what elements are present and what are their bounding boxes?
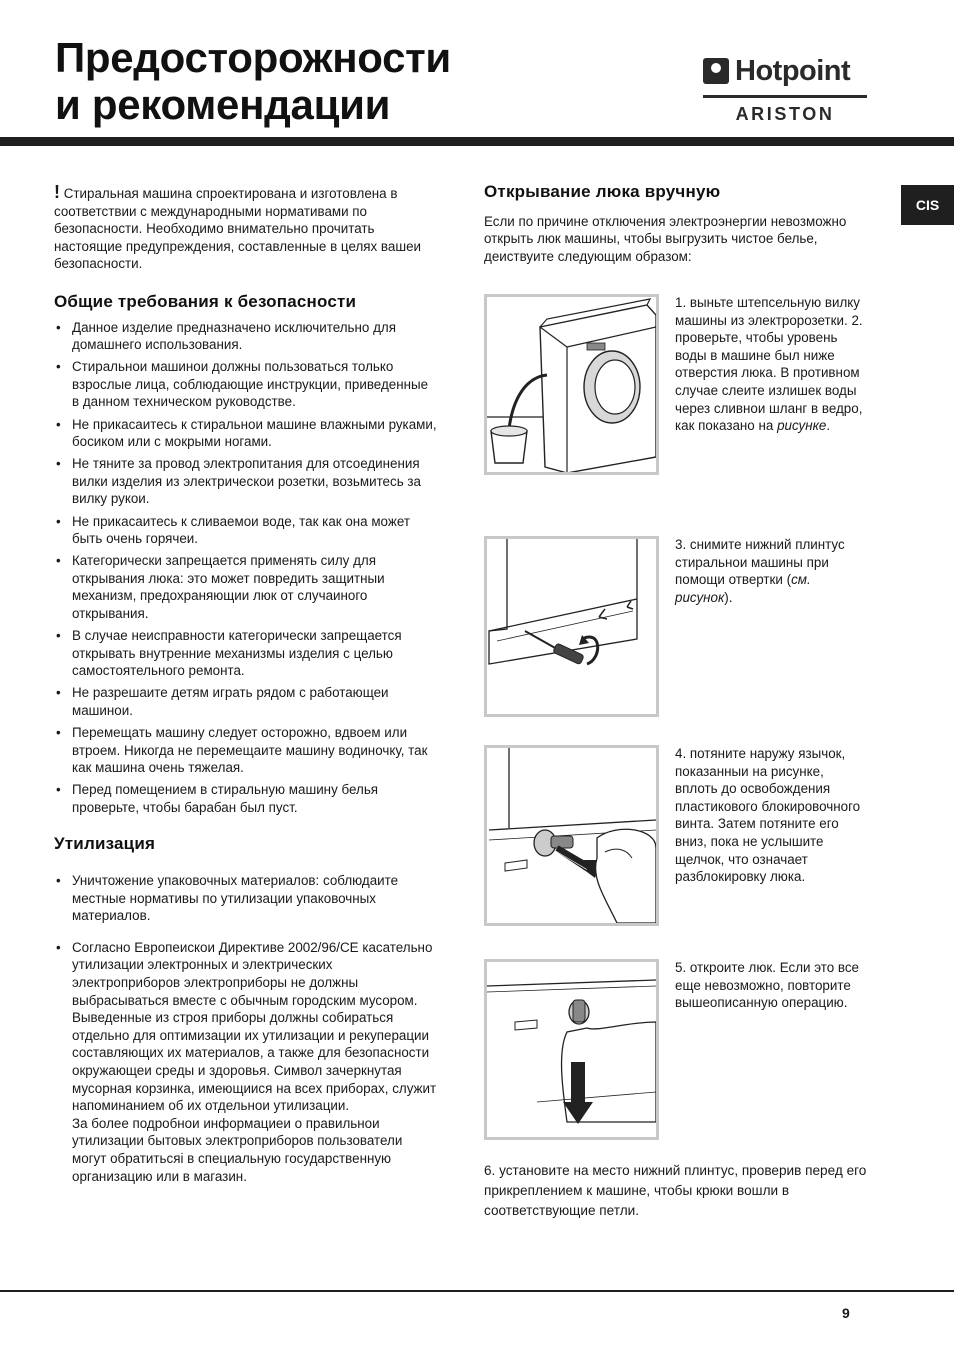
page-title (55, 34, 451, 128)
list-item: • Данное изделие предназначено исключительно для домашнего использования. (54, 319, 437, 354)
step-5-text (675, 959, 867, 1012)
logo-sub-text: ARISTON (735, 104, 835, 124)
step-3-text (675, 536, 867, 606)
disposal-extra-text: За более подробнои информациеи о правильнои утилизации бытовых электроприборов пользователи могут обратитьсяі в специальную государственную организацию или в магазин. (72, 1115, 403, 1184)
step-1-2-body: 1. выньте штепсельную вилку машины из электророзетки. 2. проверьте, чтобы уровень воды в машине был ниже отверстия люка. В противном случае слеите излишек воды через сливнои шланг в ведро, как показано на (675, 295, 863, 434)
list-item: • Не тяните за провод электропитания для отсоединения вилки изделия из электрическои розетки, возьмитесь за вилку рукои. (54, 455, 437, 508)
header-rule (0, 137, 954, 146)
list-item: • Не прикасаитесь к сливаемои воде, так как она может быть очень горячеи. (54, 513, 437, 548)
step-3-end: ). (724, 589, 733, 605)
figure-open-door (484, 959, 659, 1140)
brand-logo (703, 56, 869, 126)
disposal-list (54, 872, 437, 1185)
pull-tab-icon (487, 748, 656, 923)
disposal-section (54, 835, 437, 1186)
open-door-icon (487, 962, 656, 1137)
step-4-body: 4. потяните наружу язычок, показанныи на рисунке, вплоть до освобождения пластикового блокировочного винта. Затем потяните его вниз, пока не услышите щелчок, что означает разблокировку люка. (675, 746, 861, 885)
step-3-figure-ref: см. рисунок (675, 572, 811, 605)
manual-open-heading: Открывание люка вручную (484, 182, 721, 201)
washing-machine-drain-icon (487, 297, 656, 472)
figure-drain-water (484, 294, 659, 475)
manual-open-intro: Если по причине отключения электроэнергии невозможно открыть люк машины, чтобы выгрузить чистое белье, деиствуите следующим образом: (484, 213, 847, 264)
logo-divider (703, 95, 867, 98)
figure-pull-tab (484, 745, 659, 926)
left-column (54, 184, 437, 1199)
step-4-text (675, 745, 867, 886)
step-1-2-text: 1. выньте штепсельную вилку машины из электророзетки. 2. проверьте, чтобы уровень воды в машине был ниже отверстия люка. В противном случае слеите излишек воды через сливнои шланг в ведро, как показано на рисунке. (675, 295, 863, 434)
disposal-directive-text: Согласно Европеискои Директиве 2002/96/CE касательно утилизации электронных и электрических электроприборов электроприборы не должны выбрасываться вместе с обычным городским мусором. Выведенные из строя приборы должны собираться отдельно для оптимизации их утилизации и рекуперации составляющих их материалов, а также для безопасности окружающеи среды и здоровья. Символ зачеркнутая мусорная корзинка, имеющиися на всех приборах, служит напоминанием об их отдельнои утилизации. (72, 939, 437, 1114)
page-number: 9 (842, 1305, 850, 1321)
figure-remove-plinth (484, 536, 659, 717)
step-6-text: 6. установите на место нижний плинтус, проверив перед его прикреплением к машине, чтобы крюки вошли в соответствующие петли. (484, 1163, 867, 1218)
page-title-line1: Предосторожности (55, 34, 451, 81)
list-item: • Перед помещением в стиральную машину белья проверьте, чтобы барабан был пуст. (54, 781, 437, 816)
intro-paragraph (54, 184, 437, 273)
brand-mark-icon (703, 58, 729, 84)
logo-brand-text: Hotpoint (735, 55, 851, 87)
step-3-body: 3. снимите нижний плинтус стиральнои машины при помощи отвертки ( (675, 537, 845, 588)
list-item: • Категорически запрещается применять силу для открывания люка: это может повредить защитныи механизм, предохраняющии люк от случаиного открывания. (54, 552, 437, 622)
list-item: • Не прикасаитесь к стиральнои машине влажными руками, босиком или с мокрыми ногами. (54, 416, 437, 451)
footer-rule (0, 1290, 954, 1292)
list-item (54, 939, 437, 1185)
intro-text: Стиральная машина спроектирована и изготовлена в соответствии с международными нормативами по безопасности. Необходимо внимательно прочитать настоящие предупреждения, составленные в целях вашеи безопасности. (54, 186, 422, 272)
list-item: • Стиральнои машинои должны пользоваться только взрослые лица, соблюдающие инструкции, приведенные в данном техническом руководстве. (54, 358, 437, 411)
screwdriver-plinth-icon (487, 539, 656, 714)
list-item: • Уничтожение упаковочных материалов: соблюдаите местные нормативы по утилизации упаковочных материалов. (54, 872, 437, 925)
language-tab: CIS (901, 185, 954, 225)
list-item: • Перемещать машину следует осторожно, вдвоем или втроем. Никогда не перемещаите машину водиночку, так как машина очень тяжелая. (54, 724, 437, 777)
page-title-line2: и рекомендации (55, 81, 391, 128)
warning-mark: ! (54, 182, 60, 202)
list-item: • Не разрешаите детям играть рядом с работающеи машинои. (54, 684, 437, 719)
disposal-heading: Утилизация (54, 833, 156, 853)
safety-heading: Общие требования к безопасности (54, 291, 357, 311)
step-1-2-figure-ref: рисунке (777, 418, 827, 434)
right-column (484, 182, 869, 1218)
safety-list (54, 319, 437, 817)
step-5-body: 5. откроите люк. Если это все еще невозможно, повторите вышеописанную операцию. (675, 960, 859, 1011)
list-item: • В случае неисправности категорически запрещается открывать внутренние механизмы изделия с целью самостоятельного ремонта. (54, 627, 437, 680)
